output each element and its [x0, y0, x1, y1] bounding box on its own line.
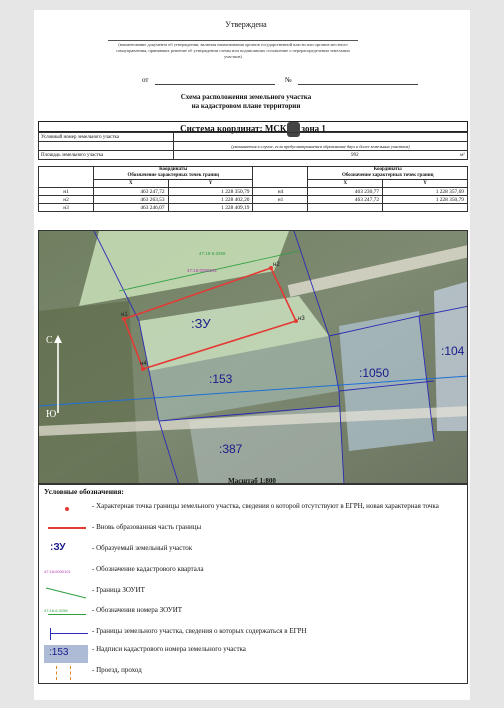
new-boundary-icon	[44, 523, 88, 537]
north-label: С	[46, 335, 53, 346]
zouit-number-symbol	[44, 606, 88, 620]
zu-symbol-text: :ЗУ	[50, 542, 66, 553]
x-value: 463 247,72	[94, 188, 169, 196]
x-value: 463 246,07	[94, 204, 169, 212]
legend-text: - Вновь образованная часть границы	[92, 523, 202, 531]
y-value: 1 228 357,69	[383, 188, 468, 196]
x-header: X	[308, 180, 383, 188]
parcel-label: :104	[441, 344, 465, 358]
y-value: 1 228 409,19	[168, 204, 253, 212]
point-label: н4	[140, 361, 147, 367]
point-label: н2	[273, 262, 280, 268]
y-header: Y	[383, 180, 468, 188]
x-value: 463 230,77	[308, 188, 383, 196]
x-header: X	[94, 180, 169, 188]
zouit-symbol-text: 47:18-6.3258	[44, 608, 68, 613]
parcel-label: :1050	[359, 366, 390, 380]
egrn-boundary-icon	[44, 627, 88, 641]
point-label: н1	[121, 312, 128, 318]
date-line	[155, 84, 275, 85]
parcel-label: :387	[219, 442, 243, 456]
legend-text: - Граница ЗОУИТ	[92, 586, 145, 594]
zu-symbol	[44, 544, 88, 558]
table-row	[39, 196, 468, 204]
coords-header-right	[308, 167, 468, 180]
title-line-2: на кадастровом плане территории	[191, 102, 301, 110]
point-id: н4	[253, 188, 308, 196]
y-value: 1 228 350,79	[168, 188, 253, 196]
number-label: №	[285, 76, 292, 84]
coordinates-table	[38, 166, 468, 212]
coords-caption-left: Координаты	[159, 167, 188, 172]
area-unit: м²	[459, 152, 465, 158]
coordinate-system	[38, 121, 468, 132]
points-caption-left: Обозначение характерных точек границ	[127, 173, 219, 178]
from-label: от	[142, 76, 149, 84]
legend-item	[44, 502, 464, 522]
x-value: 463 263,53	[94, 196, 169, 204]
quarter-symbol-text: 47:18:0000101	[44, 569, 71, 574]
zu-label: :ЗУ	[191, 316, 211, 331]
point-id: н3	[39, 204, 94, 212]
cadastral-number-symbol	[44, 645, 88, 663]
legend-text: - Образуемый земельный участок	[92, 544, 193, 552]
points-caption-right: Обозначение характерных точек границ	[341, 173, 434, 178]
quarter-symbol	[44, 565, 88, 579]
cadastral-map[interactable]	[38, 230, 468, 484]
legend-text: - Обозначение кадастрового квартала	[92, 565, 204, 573]
legend-text: - Надписи кадастрового номера земельного участка	[92, 645, 246, 653]
approved-heading: Утверждена	[225, 20, 267, 29]
point-marker	[141, 367, 145, 371]
y-value: 1 228 402,20	[168, 196, 253, 204]
zouit-line-icon	[44, 586, 88, 600]
point-id: н1	[39, 188, 94, 196]
parcel-label: :153	[209, 372, 233, 386]
legend-text: - Обозначения номера ЗОУИТ	[92, 606, 183, 614]
zouit-label: 47:18-6.3258	[199, 251, 226, 256]
coords-caption-right: Координаты	[373, 167, 402, 172]
legend-text: - Границы земельного участка, сведения о которых содержаться в ЕГРН	[92, 627, 307, 635]
passage-icon	[44, 666, 88, 680]
y-value: 1 228 350,79	[383, 196, 468, 204]
parcel-1050	[339, 311, 434, 451]
legend-text: - Проезд, проход	[92, 666, 142, 674]
trees-left	[39, 301, 139, 484]
table-row	[39, 188, 468, 196]
legend-title: Условные обозначения:	[44, 487, 124, 496]
x-value	[308, 204, 383, 212]
legend-text: - Характерная точка границы земельного участка, сведения о которой отсутствуют в ЕГРН, новая характерная точка	[92, 502, 439, 510]
point-id	[253, 204, 308, 212]
coordinate-zone: зона 1	[301, 123, 326, 134]
point-id: н1	[253, 196, 308, 204]
cond-number-label: Условный номер земельного участка	[39, 133, 174, 142]
point-id: н2	[39, 196, 94, 204]
approval-note: (наименование документа об утверждении, включая наименования органов государственной власти или органов местного самоуправления, принявших решение об утверждении схемы или подписавших соглашение о перераспределении земельных участков)	[108, 40, 358, 60]
coordinate-system-label: Система координат: МСК	[180, 123, 287, 134]
y-header: Y	[168, 180, 253, 188]
parcel-info-table	[38, 132, 468, 160]
area-label: Площадь земельного участка	[39, 151, 174, 160]
quarter-label: 47:18:0000101	[187, 268, 218, 273]
y-value	[383, 204, 468, 212]
coords-header-left	[94, 167, 253, 180]
point-label: н3	[298, 316, 305, 322]
table-row	[39, 204, 468, 212]
title-line-1: Схема расположения земельного участка	[180, 93, 312, 101]
new-point-icon	[44, 502, 88, 516]
document-title	[0, 93, 492, 111]
south-label: Ю	[46, 409, 57, 420]
cadastral-symbol-text: :153	[49, 647, 69, 658]
number-line	[298, 84, 418, 85]
cond-number-value	[174, 133, 468, 142]
map-scale: Масштаб 1:800	[228, 477, 276, 485]
x-value: 463 247,72	[308, 196, 383, 204]
area-value: 993	[351, 152, 359, 158]
map-svg	[39, 231, 468, 484]
cond-number-note: (указывается в случае, если предусматривается образование двух и более земельных участков)	[174, 142, 468, 151]
